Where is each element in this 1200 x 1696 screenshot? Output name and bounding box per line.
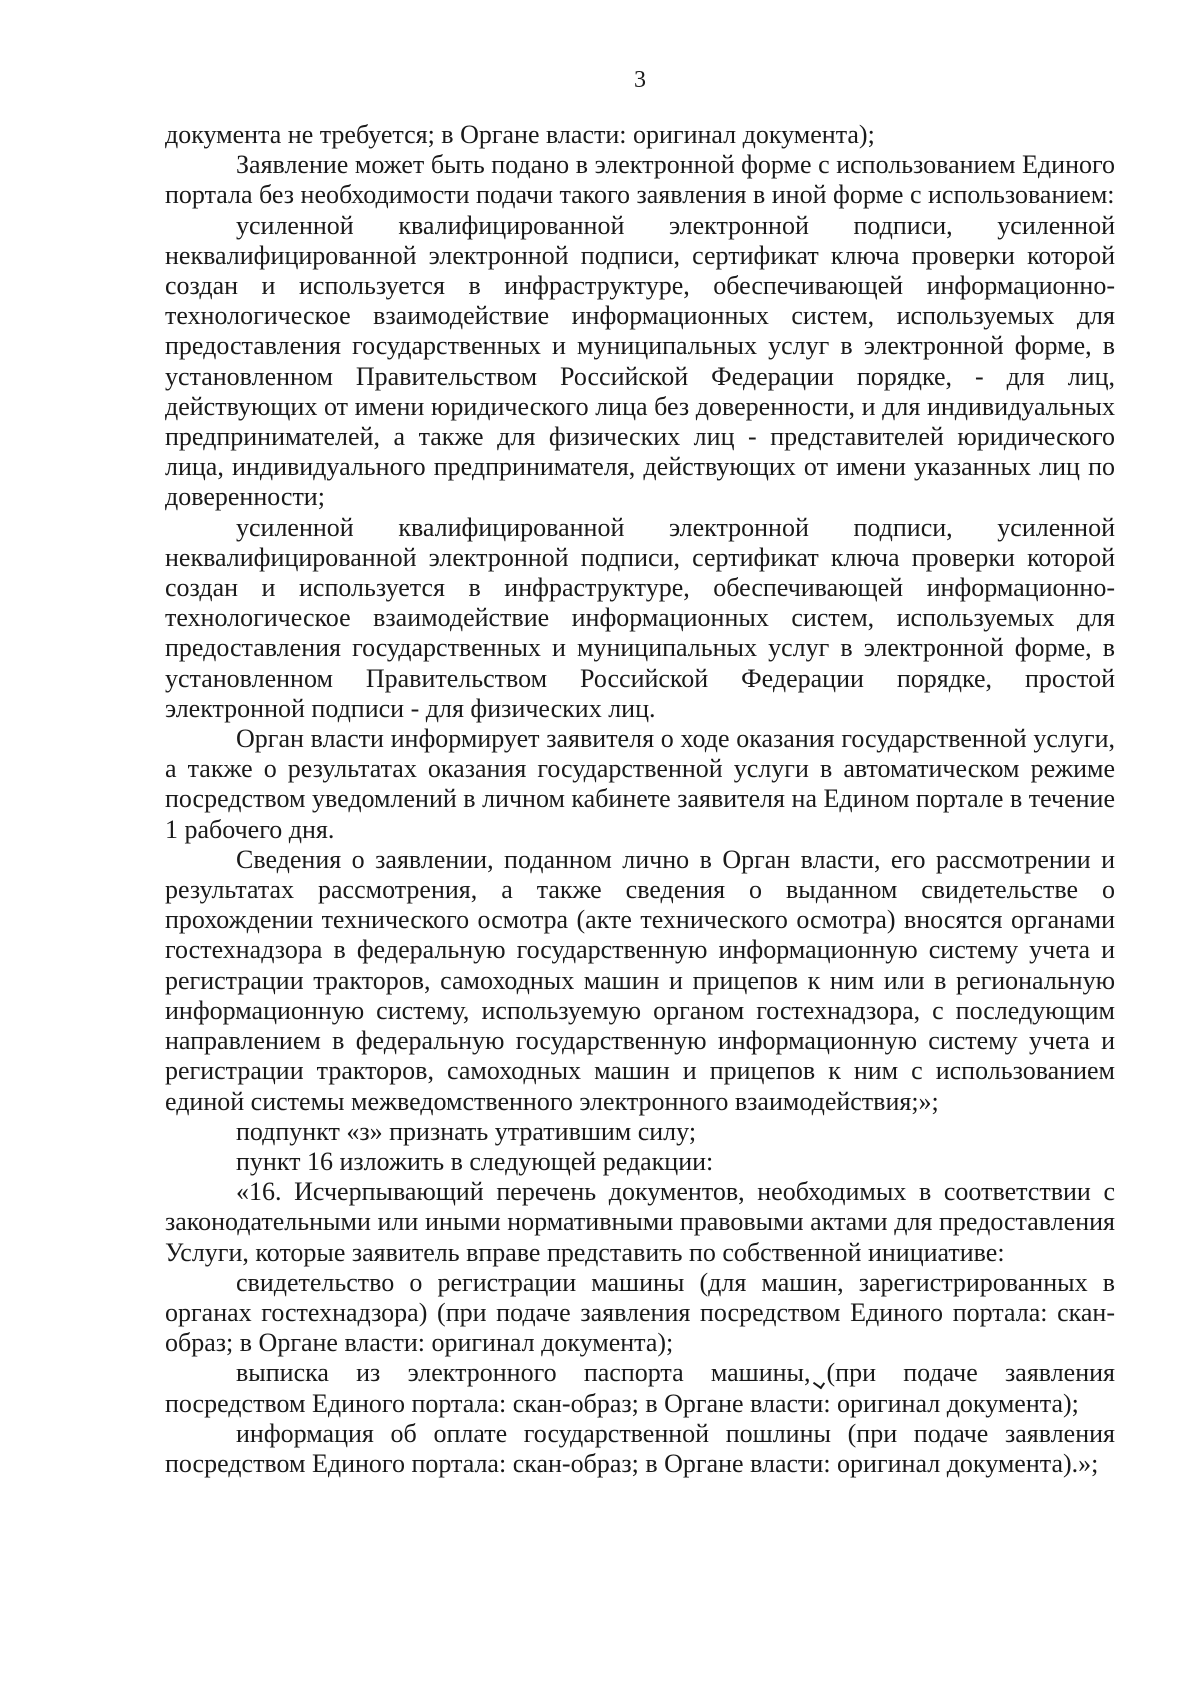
paragraph-registration-info: Сведения о заявлении, поданном лично в Орган власти, его рассмотрении и результатах рассмотрения, а также сведения о выданном свидетельстве о прохождении технического осмотра (акте технического осмотра) вносятся органами гостехнадзора в федеральную государственную информационную систему учета и регистрации тракторов, самоходных машин и прицепов к ним или в региональную информационную систему, используемую органом гостехнадзора, с последующим направлением в федеральную государственную информационную систему учета и регистрации тракторов, самоходных машин и прицепов к ним с использованием единой системы межведомственного электронного взаимодействия;»; <box>165 844 1115 1116</box>
handwritten-mark-icon <box>813 1371 823 1381</box>
passport-extract-text-end: (при подаче заявления посредством Единого портала: скан-образ; в Органе власти: оригинал документа); <box>165 1358 1116 1418</box>
paragraph-clause-16-text: «16. Исчерпывающий перечень документов, необходимых в соответствии с законодательными или иными нормативными правовыми актами для предоставления Услуги, которые заявитель вправе представить по собственной инициативе: <box>165 1177 1115 1267</box>
paragraph-electronic-filing: Заявление может быть подано в электронной форме с использованием Единого портала без необходимости подачи такого заявления в иной форме с использованием: <box>165 150 1115 210</box>
document-body <box>165 120 1115 1479</box>
paragraph-state-fee: информация об оплате государственной пошлины (при подаче заявления посредством Единого портала: скан-образ; в Органе власти: оригинал документа).»; <box>165 1418 1115 1478</box>
paragraph-signature-legal-entities: усиленной квалифицированной электронной подписи, усиленной неквалифицированной электронной подписи, сертификат ключа проверки которой создан и используется в инфраструктуре, обеспечивающей информационно-технологическое взаимодействие информационных систем, используемых для предоставления государственных и муниципальных услуг в электронной форме, в установленном Правительством Российской Федерации порядке, - для лиц, действующих от имени юридического лица без доверенности, и для индивидуальных предпринимателей, а также для физических лиц - представителей юридического лица, индивидуального предпринимателя, действующих от имени указанных лиц по доверенности; <box>165 210 1115 512</box>
page-number: 3 <box>634 67 646 93</box>
paragraph-passport-extract <box>165 1358 1115 1418</box>
paragraph-signature-individuals: усиленной квалифицированной электронной подписи, усиленной неквалифицированной электронной подписи, сертификат ключа проверки которой создан и используется в инфраструктуре, обеспечивающей информационно-технологическое взаимодействие информационных систем, используемых для предоставления государственных и муниципальных услуг в электронной форме, в установленном Правительством Российской Федерации порядке, простой электронной подписи - для физических лиц. <box>165 512 1115 723</box>
paragraph-registration-certificate: свидетельство о регистрации машины (для машин, зарегистрированных в органах гостехнадзора) (при подаче заявления посредством Единого портала: скан-образ; в Органе власти: оригинал документа); <box>165 1267 1115 1358</box>
paragraph-continuation: документа не требуется; в Органе власти: оригинал документа); <box>165 120 875 149</box>
paragraph-notification: Орган власти информирует заявителя о ходе оказания государственной услуги, а также о результатах оказания государственной услуги в автоматическом режиме посредством уведомлений в личном кабинете заявителя на Едином портале в течение 1 рабочего дня. <box>165 724 1115 844</box>
passport-extract-text-start: выписка из электронного паспорта машины, <box>236 1358 811 1388</box>
paragraph-subclause-repeal: подпункт «з» признать утратившим силу; <box>236 1116 697 1146</box>
paragraph-clause-16-intro: пункт 16 изложить в следующей редакции: <box>236 1146 714 1176</box>
